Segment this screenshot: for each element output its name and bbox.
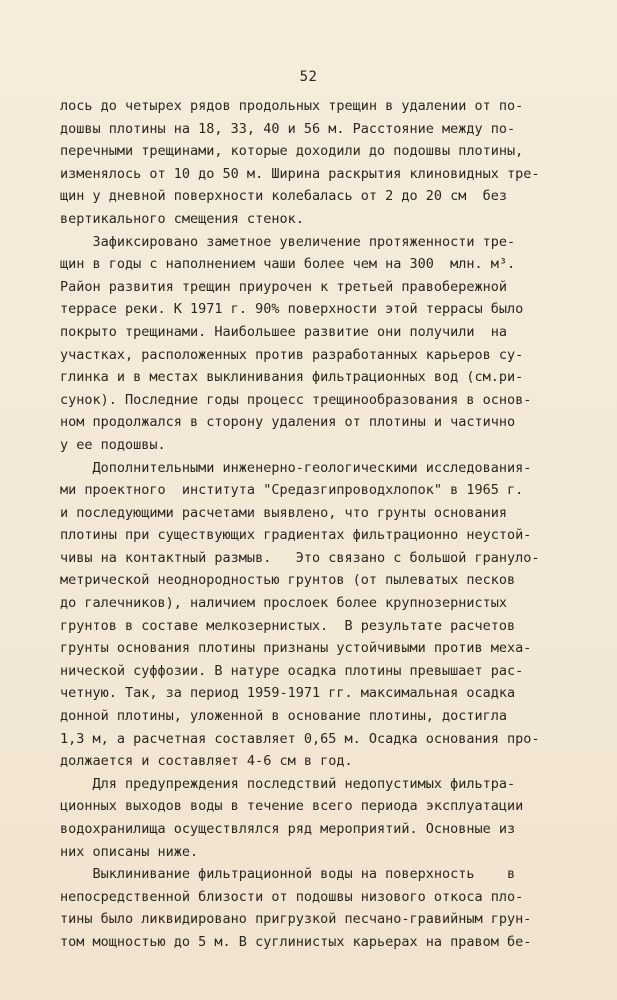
text-line: Выклинивание фильтрационной воды на поверхность в — [60, 866, 516, 883]
text-line: тины было ликвидировано пригрузкой песчано-гравийным грун- — [60, 911, 532, 928]
text-line: грунты основания плотины признаны устойчивыми против меха- — [60, 640, 532, 657]
text-line: плотины при существующих градиентах фильтрационно неустой- — [60, 527, 532, 544]
text-line: них описаны ниже. — [60, 843, 199, 860]
text-line: щин в годы с наполнением чаши более чем на 300 млн. м³. — [60, 256, 516, 273]
text-line: Зафиксировано заметное увеличение протяженности тре- — [60, 233, 516, 250]
text-line: водохранилища осуществлялся ряд мероприятий. Основные из — [60, 821, 516, 837]
text-line: 1,3 м, а расчетная составляет 0,65 м. Осадка основания про- — [60, 730, 540, 747]
text-line: изменялось от 10 до 50 м. Ширина раскрытия клиновидных тре- — [60, 165, 540, 182]
text-line: у ее подошвы. — [60, 436, 166, 453]
text-line: ми проектного института "Средазгипроводхлопок" в 1965 г. — [60, 482, 524, 499]
text-line: покрыто трещинами. Наибольшее развитие они получили на — [60, 323, 508, 340]
text-line: до галечников), наличием прослоек более крупнозернистых — [60, 595, 508, 612]
text-line: ном продолжался в сторону удаления от плотины и частично — [60, 414, 516, 431]
text-line: и последующими расчетами выявлено, что грунты основания — [60, 504, 508, 521]
text-line: перечными трещинами, которые доходили до подошвы плотины, — [60, 143, 524, 160]
text-line: непосредственной близости от подошвы низового откоса пло- — [60, 888, 524, 905]
text-line: сунок). Последние годы процесс трещинообразования в основ- — [60, 391, 532, 408]
text-line: должается и составляет 4-6 см в год. — [60, 753, 353, 770]
text-line: участках, расположенных против разработанных карьеров су- — [60, 346, 524, 363]
text-line: донной плотины, уложенной в основание плотины, достигла — [60, 708, 508, 725]
text-line: чивы на контактный размыв. Это связано с большой грануло- — [60, 549, 540, 566]
text-line: четную. Так, за период 1959-1971 гг. максимальная осадка — [60, 685, 516, 702]
text-body — [60, 95, 560, 954]
text-line: глинка и в местах выклинивания фильтрационных вод (см.ри- — [60, 369, 524, 386]
text-line: Дополнительными инженерно-геологическими исследования- — [60, 459, 532, 476]
text-line: метрической неоднородностью грунтов (от пылеватых песков — [60, 572, 516, 589]
text-line: ционных выходов воды в течение всего периода эксплуатации — [60, 798, 524, 815]
text-line: том мощностью до 5 м. В суглинистых карьерах на правом бе- — [60, 933, 532, 950]
text-line: террасе реки. К 1971 г. 90% поверхности этой террасы было — [60, 301, 524, 318]
text-line: щин у дневной поверхности колебалась от 2 до 20 см без — [60, 188, 508, 205]
text-line: Для предупреждения последствий недопустимых фильтра- — [60, 775, 516, 792]
text-line: Район развития трещин приурочен к третьей правобережной — [60, 278, 508, 295]
text-line: дошвы плотины на 18, 33, 40 и 56 м. Расстояние между по- — [60, 120, 516, 137]
text-line: лось до четырех рядов продольных трещин в удалении от по- — [60, 98, 524, 114]
page-number: 52 — [299, 69, 318, 85]
text-line: вертикального смещения стенок. — [60, 210, 304, 227]
text-line: грунтов в составе мелкозернистых. В результате расчетов — [60, 617, 516, 634]
text-line: нической суффозии. В натуре осадка плотины превышает рас- — [60, 662, 524, 679]
